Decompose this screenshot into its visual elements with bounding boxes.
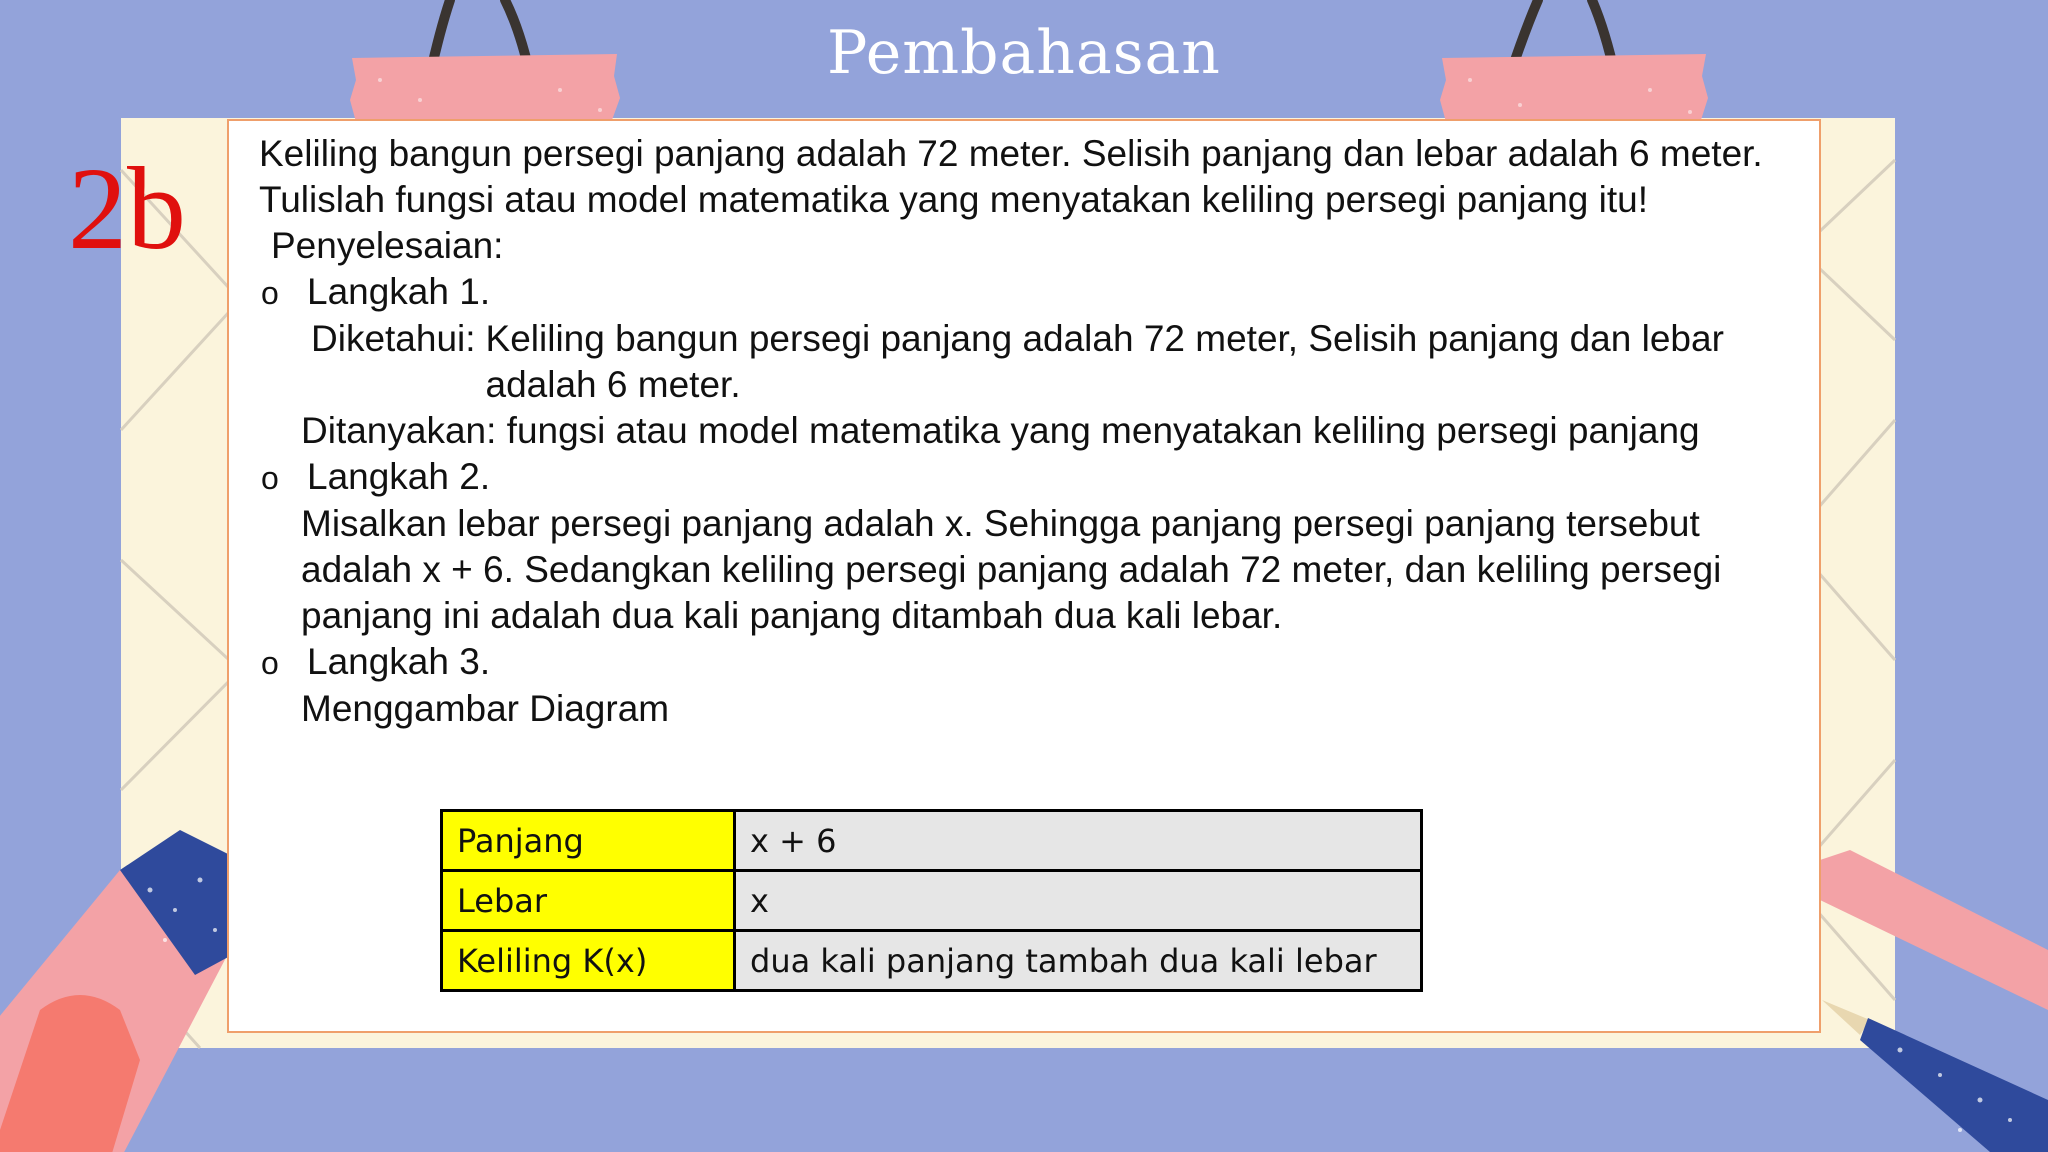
known-label: Diketahui: bbox=[311, 318, 476, 359]
step-2-label: Langkah 2. bbox=[307, 456, 491, 497]
content-box bbox=[227, 119, 1821, 1033]
step-1-label: Langkah 1. bbox=[307, 271, 491, 312]
bullet-icon: o bbox=[261, 275, 279, 311]
table-row bbox=[442, 871, 1422, 931]
row-label: Panjang bbox=[442, 811, 735, 871]
step-1-header bbox=[259, 269, 1799, 316]
step-3-label: Langkah 3. bbox=[307, 641, 491, 682]
row-label: Keliling K(x) bbox=[442, 931, 735, 991]
row-value: x + 6 bbox=[735, 811, 1422, 871]
step-1-asked: Ditanyakan: fungsi atau model matematika yang menyatakan keliling persegi panjang bbox=[301, 410, 1700, 451]
row-value: dua kali panjang tambah dua kali lebar bbox=[735, 931, 1422, 991]
problem-statement: Keliling bangun persegi panjang adalah 72 meter. Selisih panjang dan lebar adalah 6 meter. Tulislah fungsi atau model matematika yang menyatakan keliling persegi panjang itu! bbox=[259, 133, 1763, 220]
step-2-text: Misalkan lebar persegi panjang adalah x. Sehingga panjang persegi panjang tersebut adalah x + 6. Sedangkan keliling persegi panjang adalah 72 meter, dan keliling persegi panjang ini adalah dua kali panjang ditambah dua kali lebar. bbox=[301, 503, 1722, 636]
diagram-table bbox=[440, 809, 1423, 992]
known-value: Keliling bangun persegi panjang adalah 72 meter, Selisih panjang dan lebar adalah 6 meter. bbox=[485, 318, 1724, 405]
table-row bbox=[442, 811, 1422, 871]
bullet-icon: o bbox=[261, 645, 279, 681]
step-3-header bbox=[259, 639, 1799, 686]
slide-title: Pembahasan bbox=[827, 18, 1221, 88]
step-3-text: Menggambar Diagram bbox=[301, 688, 670, 729]
solution-heading: Penyelesaian: bbox=[271, 225, 504, 266]
row-value: x bbox=[735, 871, 1422, 931]
step-1-known bbox=[259, 316, 1799, 408]
solution-text bbox=[259, 131, 1799, 732]
left-pencil bbox=[0, 830, 240, 1152]
slide-number: 2b bbox=[68, 143, 186, 274]
table-row bbox=[442, 931, 1422, 991]
step-2-header bbox=[259, 454, 1799, 501]
row-label: Lebar bbox=[442, 871, 735, 931]
bullet-icon: o bbox=[261, 460, 279, 496]
